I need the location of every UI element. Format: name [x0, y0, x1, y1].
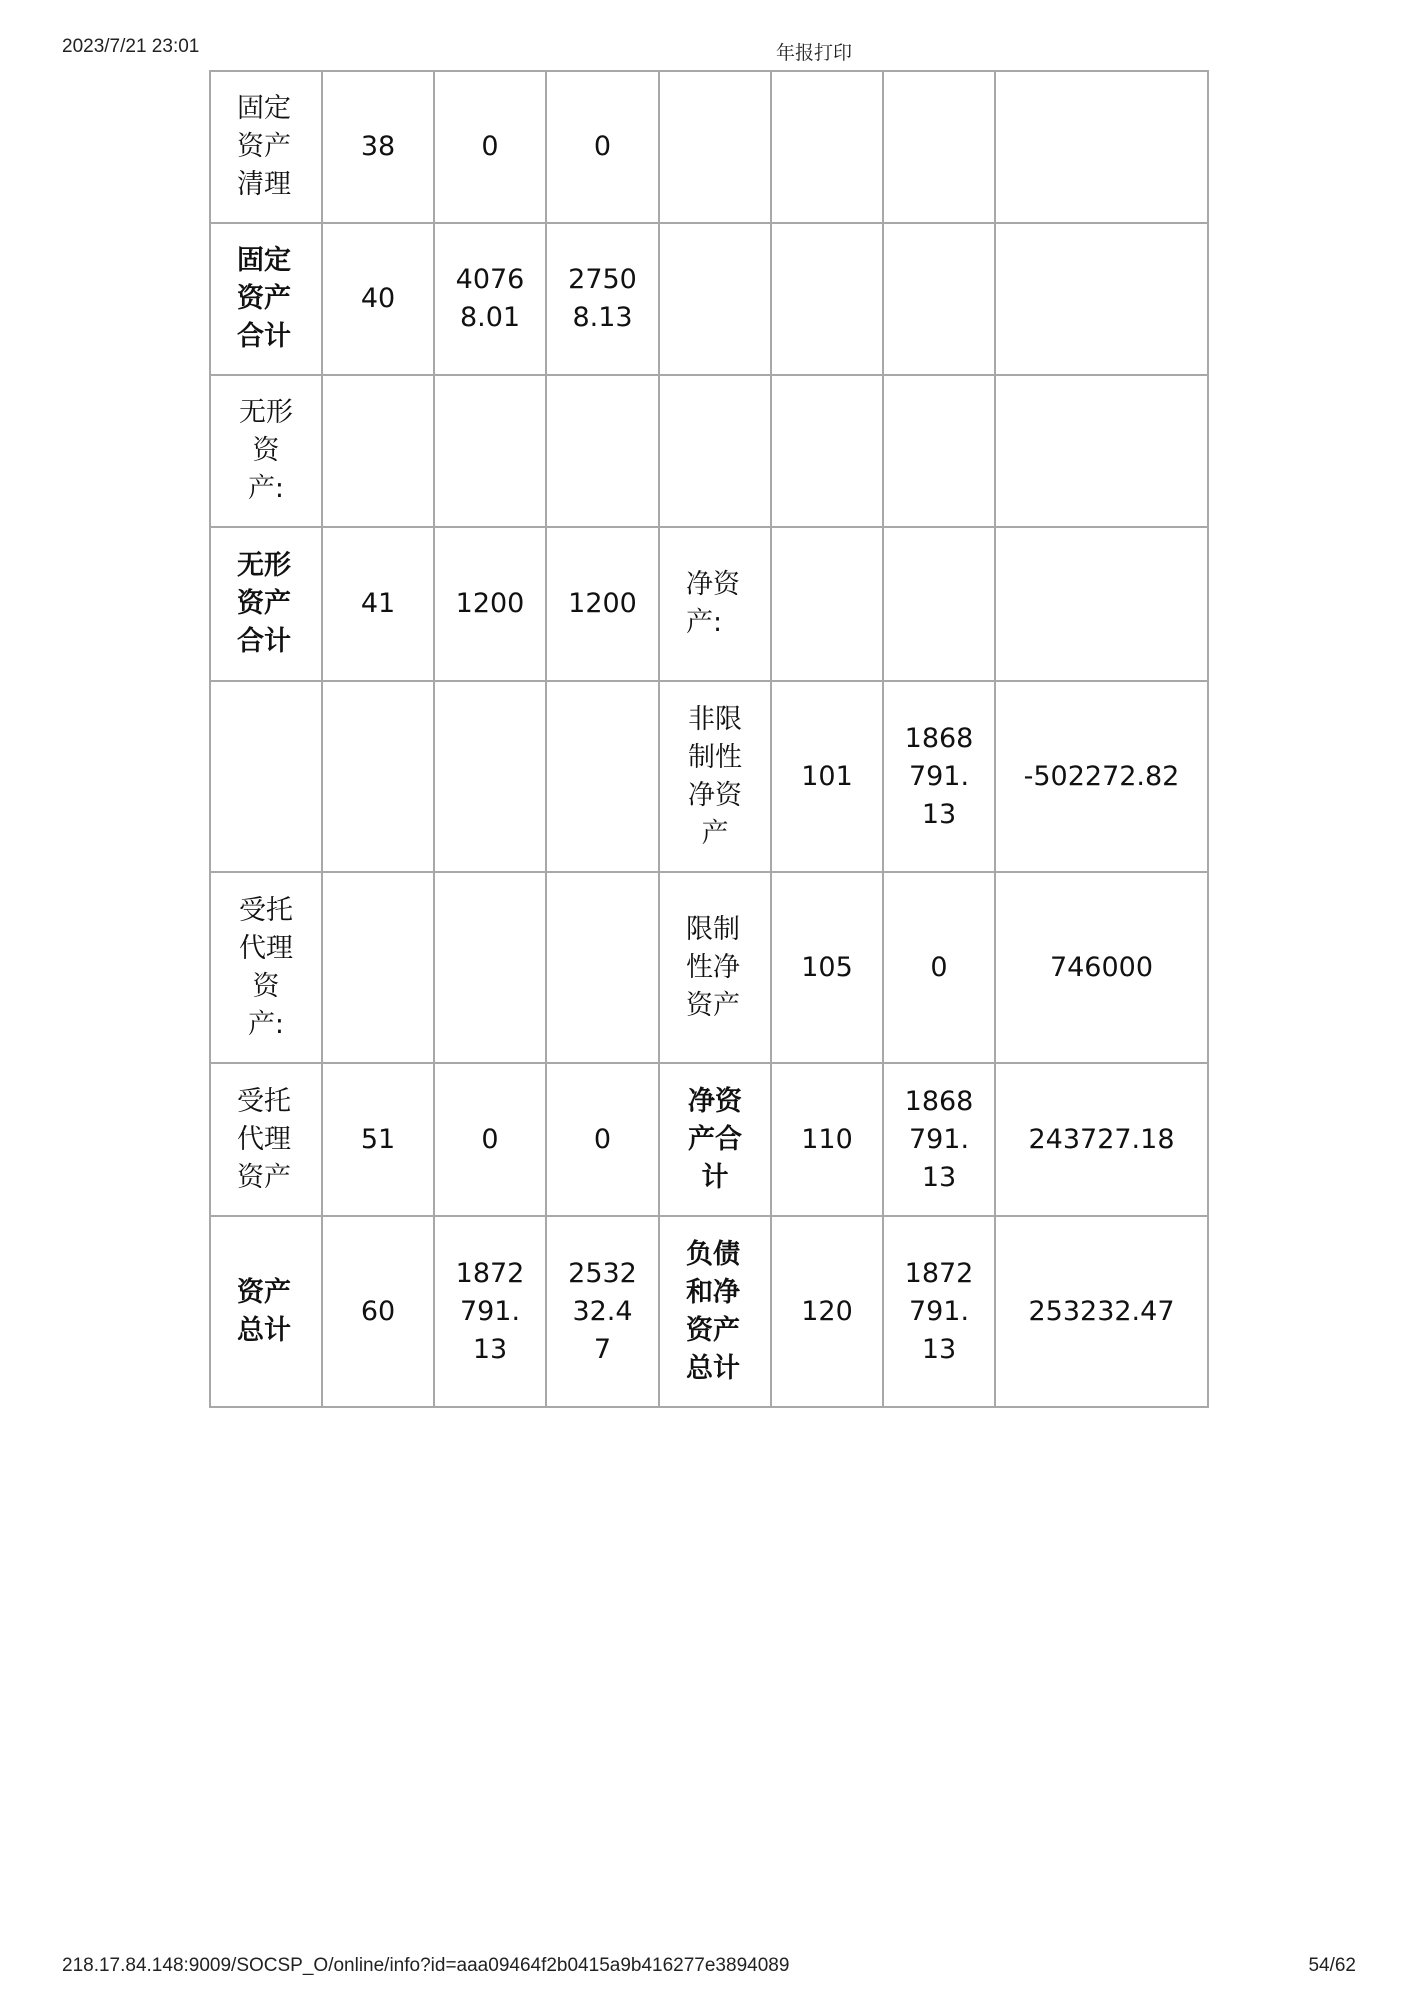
table-row: [210, 872, 1208, 1063]
line-number-right: [771, 71, 883, 223]
row-label: 资产总计: [210, 1216, 322, 1407]
line-number: 60: [322, 1216, 434, 1407]
value-cell: 253232.47: [995, 1216, 1208, 1407]
table-row: [210, 527, 1208, 681]
table-row: [210, 71, 1208, 223]
value-cell: [883, 71, 995, 223]
line-number-right: [771, 223, 883, 375]
value-cell: 0: [883, 872, 995, 1063]
value-cell: 1872791.13: [883, 1216, 995, 1407]
value-cell: [995, 223, 1208, 375]
table-row: [210, 1216, 1208, 1407]
page-url: 218.17.84.148:9009/SOCSP_O/online/info?id=aaa09464f2b0415a9b416277e3894089: [62, 1955, 790, 1976]
value-cell: [883, 375, 995, 527]
row-label-right: 限制性净资产: [659, 872, 771, 1063]
line-number: 51: [322, 1063, 434, 1216]
balance-sheet-table: [209, 70, 1209, 1408]
line-number: [322, 681, 434, 872]
table-row: [210, 375, 1208, 527]
line-number-right: 105: [771, 872, 883, 1063]
value-cell: [995, 527, 1208, 681]
page-number: 54/62: [1308, 1955, 1356, 1976]
row-label-right: [659, 375, 771, 527]
value-cell: 253232.47: [546, 1216, 659, 1407]
line-number-right: 101: [771, 681, 883, 872]
row-label-right: [659, 223, 771, 375]
line-number: 38: [322, 71, 434, 223]
value-cell: 243727.18: [995, 1063, 1208, 1216]
value-cell: [434, 872, 546, 1063]
value-cell: 0: [434, 1063, 546, 1216]
line-number-right: [771, 375, 883, 527]
row-label-right: 净资产合计: [659, 1063, 771, 1216]
value-cell: [546, 375, 659, 527]
row-label: 固定资产合计: [210, 223, 322, 375]
line-number: [322, 375, 434, 527]
value-cell: 0: [546, 71, 659, 223]
line-number: 41: [322, 527, 434, 681]
value-cell: [546, 872, 659, 1063]
value-cell: [995, 375, 1208, 527]
value-cell: 40768.01: [434, 223, 546, 375]
row-label: 受托代理资产: [210, 1063, 322, 1216]
line-number-right: 120: [771, 1216, 883, 1407]
row-label: 受托代理资产:: [210, 872, 322, 1063]
value-cell: 1200: [434, 527, 546, 681]
value-cell: [995, 71, 1208, 223]
value-cell: [883, 527, 995, 681]
row-label-right: 净资产:: [659, 527, 771, 681]
value-cell: 1872791.13: [434, 1216, 546, 1407]
row-label: [210, 681, 322, 872]
table-row: [210, 1063, 1208, 1216]
value-cell: [883, 223, 995, 375]
value-cell: 1200: [546, 527, 659, 681]
table-row: [210, 223, 1208, 375]
row-label-right: [659, 71, 771, 223]
line-number: [322, 872, 434, 1063]
print-datetime: 2023/7/21 23:01: [62, 36, 200, 57]
row-label-right: 负债和净资产总计: [659, 1216, 771, 1407]
value-cell: 746000: [995, 872, 1208, 1063]
value-cell: 1868791.13: [883, 1063, 995, 1216]
value-cell: [546, 681, 659, 872]
value-cell: 1868791.13: [883, 681, 995, 872]
line-number: 40: [322, 223, 434, 375]
line-number-right: [771, 527, 883, 681]
row-label: 无形资产合计: [210, 527, 322, 681]
value-cell: 27508.13: [546, 223, 659, 375]
page-title: 年报打印: [775, 42, 852, 64]
value-cell: 0: [546, 1063, 659, 1216]
value-cell: [434, 375, 546, 527]
value-cell: [434, 681, 546, 872]
line-number-right: 110: [771, 1063, 883, 1216]
row-label: 固定资产清理: [210, 71, 322, 223]
value-cell: -502272.82: [995, 681, 1208, 872]
value-cell: 0: [434, 71, 546, 223]
table-row: [210, 681, 1208, 872]
row-label: 无形资产:: [210, 375, 322, 527]
row-label-right: 非限制性净资产: [659, 681, 771, 872]
